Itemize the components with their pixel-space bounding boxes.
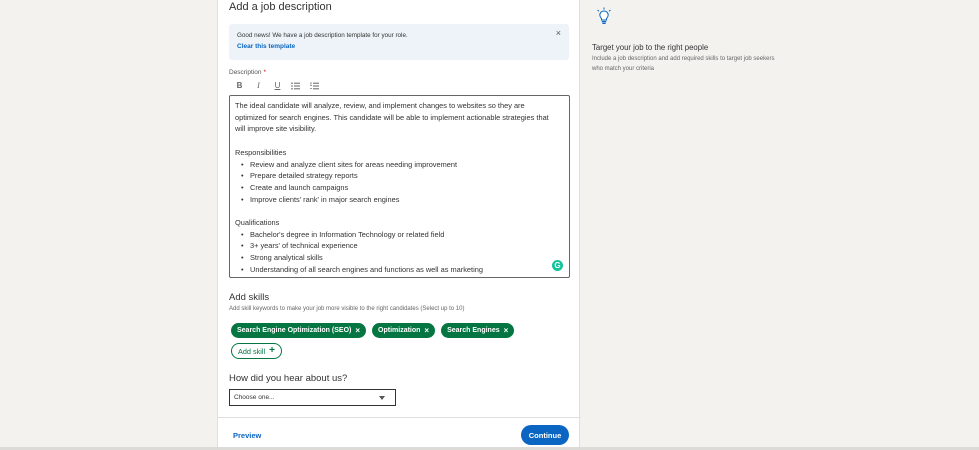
preview-button[interactable]: Preview	[233, 431, 262, 440]
continue-button[interactable]: Continue	[521, 425, 569, 445]
clear-template-link[interactable]: Clear this template	[237, 43, 296, 50]
qualifications-heading: Qualifications	[235, 218, 280, 227]
grammarly-icon[interactable]: G	[552, 260, 563, 271]
skills-title: Add skills	[229, 292, 270, 303]
select-value: Choose one...	[234, 394, 275, 401]
skill-chip-label: Optimization	[378, 327, 421, 334]
editor-toolbar	[234, 81, 321, 91]
required-mark: *	[263, 69, 267, 76]
remove-icon[interactable]: ×	[503, 325, 509, 335]
description-label-text: Description	[229, 69, 262, 76]
description-label	[229, 69, 266, 76]
lightbulb-icon	[595, 7, 613, 25]
list-item: • Bachelor's degree in Information Technology or related field	[241, 229, 564, 241]
skill-chip-seo[interactable]	[231, 323, 366, 338]
list-item: • Create and launch campaigns	[241, 182, 564, 194]
add-skill-button[interactable]	[231, 343, 282, 359]
tip-subtitle: Include a job description and add required skills to target job seekers who match your criteria	[592, 56, 775, 72]
description-editor[interactable]	[229, 95, 570, 278]
qualifications-list	[235, 229, 564, 276]
remove-icon[interactable]: ×	[424, 325, 430, 335]
numbered-list-icon[interactable]	[310, 82, 321, 90]
remove-icon[interactable]: ×	[355, 325, 361, 335]
underline-button[interactable]: U	[274, 81, 281, 90]
intro-line: optimized for search engines. This candidate will be able to implement actionable strategies that	[235, 112, 549, 122]
close-icon[interactable]: ×	[555, 28, 561, 38]
skill-chip-label: Search Engines	[447, 327, 500, 334]
section-title: Add a job description	[229, 1, 332, 13]
tip-title: Target your job to the right people	[592, 43, 709, 52]
list-item: • 3+ years' of technical experience	[241, 240, 564, 252]
list-item: • Understanding of all search engines and functions as well as marketing	[241, 264, 564, 276]
responsibilities-list	[235, 159, 564, 206]
list-item: • Improve clients' rank' in major search engines	[241, 194, 564, 206]
bulleted-list-icon[interactable]	[291, 82, 302, 90]
plus-icon: +	[269, 345, 276, 356]
intro-line: The ideal candidate will analyze, review, and implement changes to websites so they are	[235, 101, 525, 110]
hear-about-select[interactable]	[229, 389, 396, 406]
intro-line: will improve site visibility.	[235, 124, 317, 134]
list-item: • Review and analyze client sites for areas needing improvement	[241, 159, 564, 171]
skills-subtitle: Add skill keywords to make your job more visible to the right candidates (Select up to 10)	[229, 306, 465, 312]
alert-message: Good news! We have a job description template for your role.	[237, 32, 408, 39]
add-skill-label: Add skill	[238, 346, 266, 356]
list-item: • Strong analytical skills	[241, 252, 564, 264]
skill-chip-label: Search Engine Optimization (SEO)	[237, 327, 352, 334]
skill-chip-optimization[interactable]	[372, 323, 435, 338]
list-item: • Prepare detailed strategy reports	[241, 170, 564, 182]
responsibilities-heading: Responsibilities	[235, 147, 287, 157]
bold-button[interactable]: B	[236, 81, 243, 90]
footer-divider	[218, 417, 581, 418]
skill-chips	[231, 323, 514, 338]
hear-about-title: How did you hear about us?	[229, 373, 348, 384]
job-form-card	[217, 0, 580, 450]
italic-button[interactable]: I	[257, 81, 260, 90]
caret-down-icon	[379, 396, 385, 400]
skill-chip-search-engines[interactable]	[441, 323, 514, 338]
template-alert	[229, 24, 569, 60]
